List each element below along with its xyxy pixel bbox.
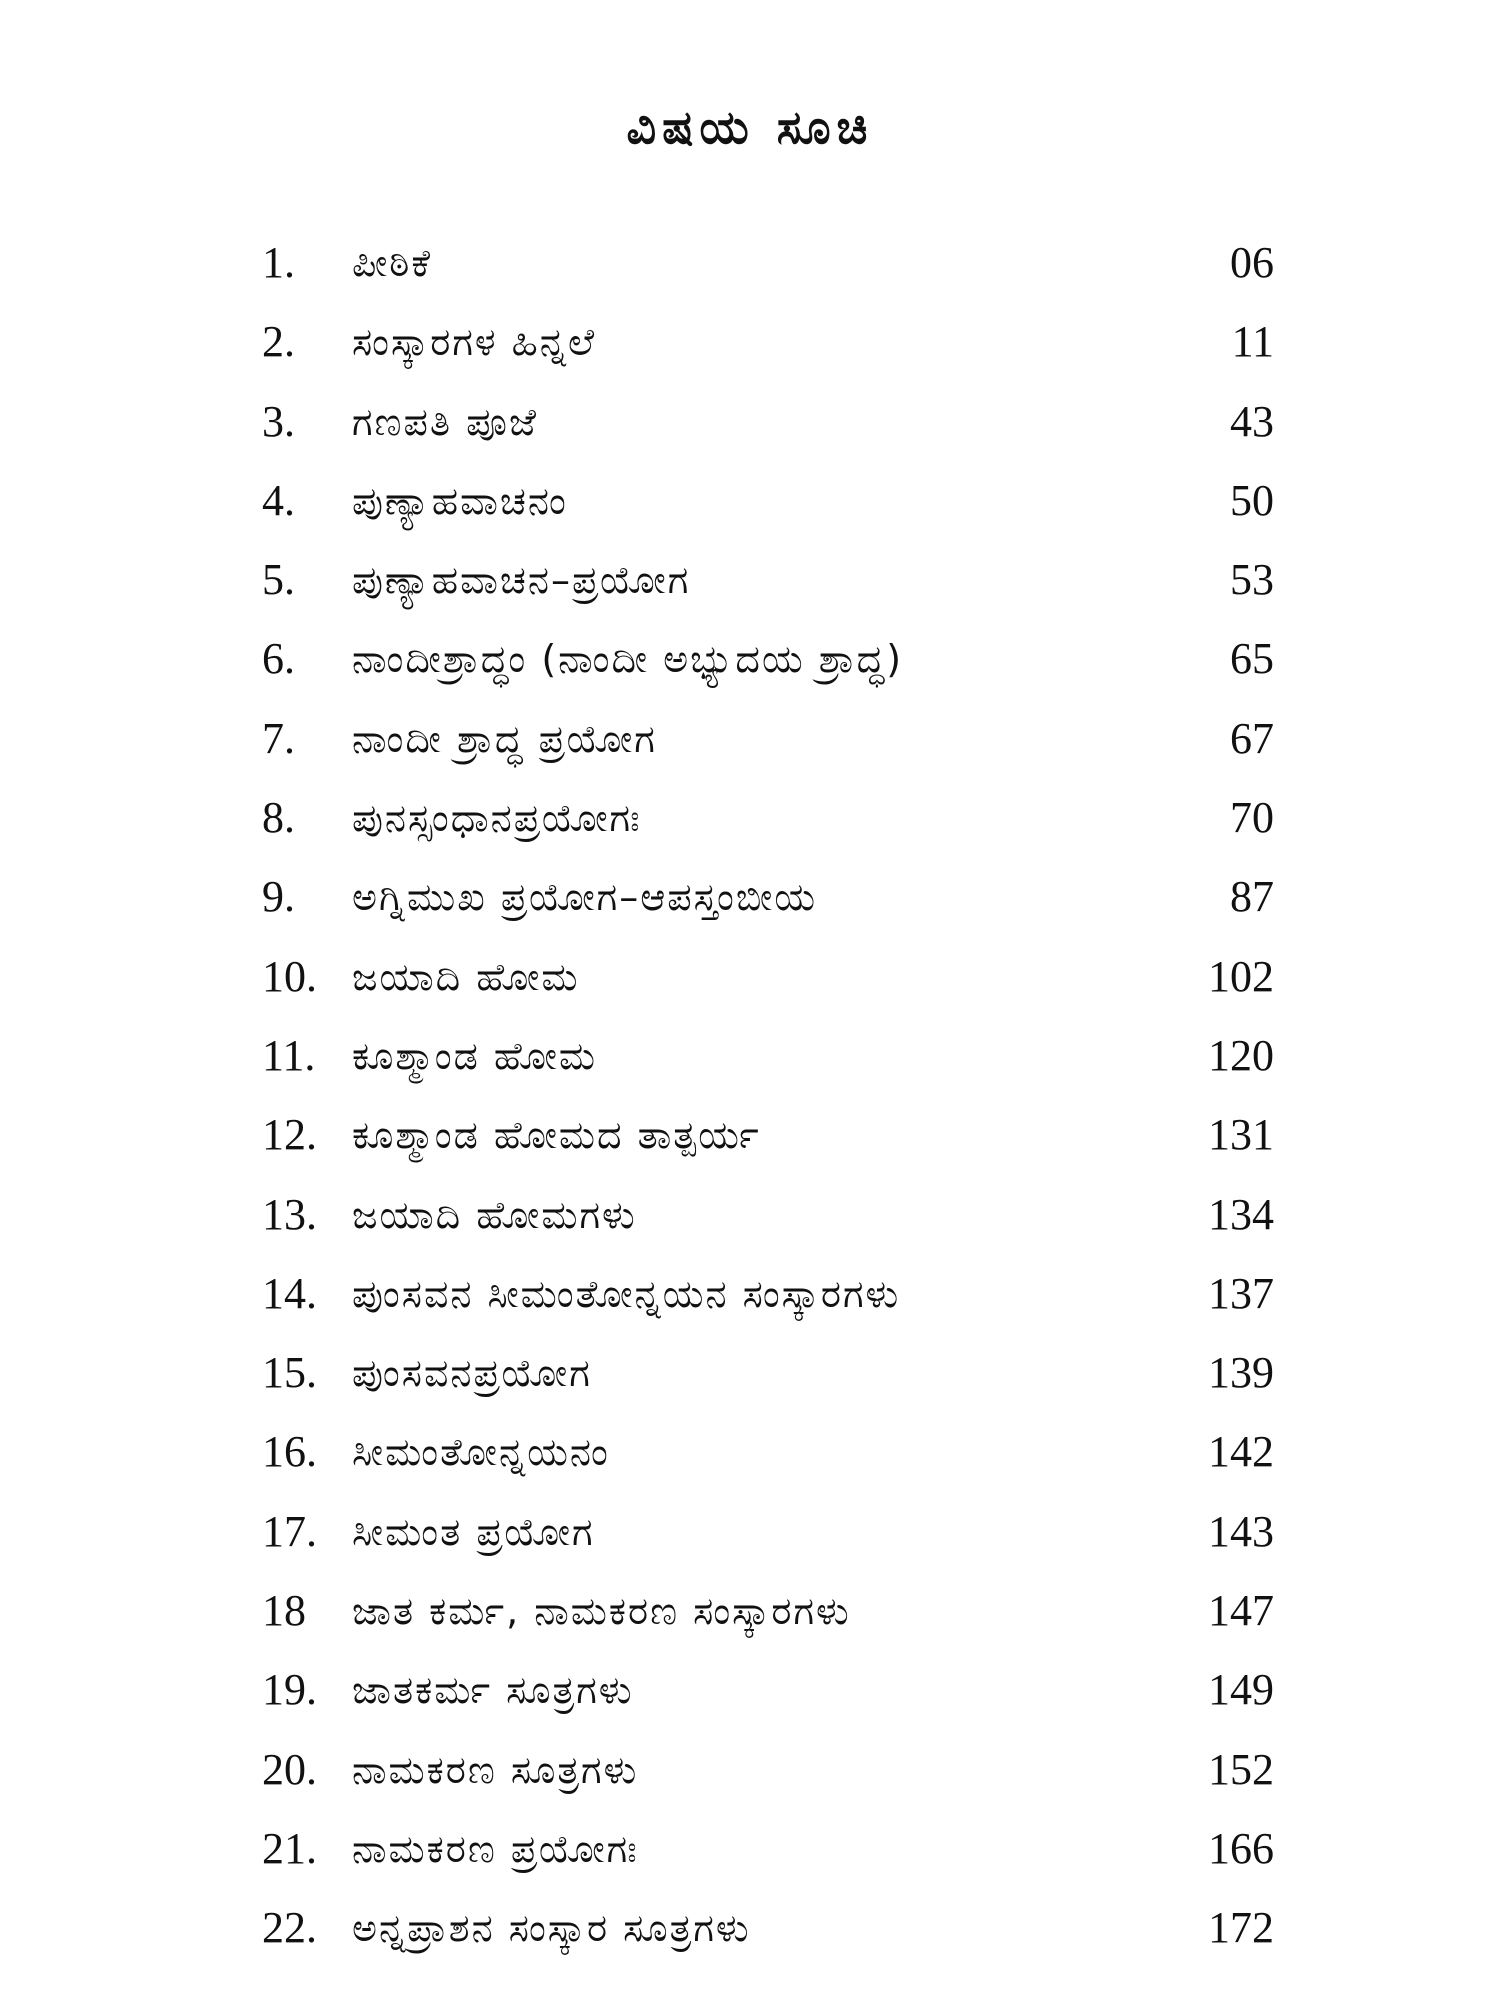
entry-title: ನಾಂದೀ ಶ್ರಾದ್ಧ ಪ್ರಯೋಗ [352,716,657,761]
entry-title: ಪುಣ್ಯಾಹವಾಚನಂ [352,478,568,523]
entry-title: ಸೀಮಂತೋನ್ನಯನಂ [352,1430,610,1475]
entry-number: 6. [262,634,295,684]
toc-entry [0,1894,1500,1973]
toc-entry [0,1577,1500,1656]
entry-title: ಅಗ್ನಿಮುಖ ಪ್ರಯೋಗ–ಆಪಸ್ತಂಬೀಯ [352,875,818,920]
entry-title: ಪುಣ್ಯಾಹವಾಚನ–ಪ್ರಯೋಗ [352,558,691,603]
entry-title: ನಾಂದೀಶ್ರಾದ್ಧಂ (ನಾಂದೀ ಅಭ್ಯುದಯ ಶ್ರಾದ್ಧ) [352,637,904,682]
entry-number: 20. [262,1744,317,1794]
entry-title: ಅನ್ನಪ್ರಾಶನ ಸಂಸ್ಕಾರ ಸೂತ್ರಗಳು [352,1906,751,1951]
entry-number: 18 [262,1586,306,1636]
entry-number: 22. [262,1903,317,1953]
entry-page-number: 131 [1208,1110,1274,1160]
toc-entry [0,705,1500,784]
toc-entry [0,1022,1500,1101]
entry-page-number: 139 [1208,1348,1274,1398]
entry-page-number: 87 [1230,872,1274,922]
entry-title: ಗಣಪತಿ ಪೂಜೆ [352,399,539,444]
entry-title: ಜಯಾದಿ ಹೋಮಗಳು [352,1192,637,1237]
entry-page-number: 137 [1208,1268,1274,1318]
toc-entry [0,784,1500,863]
entry-page-number: 70 [1230,793,1274,843]
entry-number: 7. [262,713,295,763]
entry-title: ಪುನಸ್ಸಂಧಾನಪ್ರಯೋಗಃ [352,796,642,841]
entry-number: 13. [262,1189,317,1239]
entry-number: 16. [262,1427,317,1477]
entry-page-number: 67 [1230,713,1274,763]
table-of-contents [0,229,1500,1974]
entry-page-number: 06 [1230,238,1274,287]
entry-page-number: 147 [1208,1586,1274,1636]
toc-entry [0,546,1500,625]
entry-title: ನಾಮಕರಣ ಪ್ರಯೋಗಃ [352,1826,639,1871]
entry-number: 8. [262,793,295,843]
entry-title: ಪುಂಸವನ ಸೀಮಂತೋನ್ನಯನ ಸಂಸ್ಕಾರಗಳು [352,1271,901,1316]
toc-entry [0,1418,1500,1497]
entry-number: 10. [262,951,317,1001]
entry-title: ಸಂಸ್ಕಾರಗಳ ಹಿನ್ನಲೆ [352,320,597,365]
toc-entry [0,388,1500,467]
entry-title: ಕೂಶ್ಮಾಂಡ ಹೋಮ [352,1033,598,1078]
toc-entry [0,863,1500,942]
entry-page-number: 149 [1208,1665,1274,1715]
entry-page-number: 120 [1208,1030,1274,1080]
entry-number: 19. [262,1665,317,1715]
toc-entry [0,1656,1500,1735]
entry-title: ನಾಮಕರಣ ಸೂತ್ರಗಳು [352,1747,639,1792]
toc-entry [0,1339,1500,1418]
entry-page-number: 102 [1208,951,1274,1001]
entry-title: ಜಾತಕರ್ಮ ಸೂತ್ರಗಳು [352,1668,634,1713]
toc-entry [0,1260,1500,1339]
entry-number: 11. [262,1030,316,1080]
entry-page-number: 166 [1208,1823,1274,1873]
entry-title: ಪುಂಸವನಪ್ರಯೋಗ [352,1351,592,1396]
toc-entry [0,943,1500,1022]
entry-number: 1. [262,238,295,287]
entry-title: ಕೂಶ್ಮಾಂಡ ಹೋಮದ ತಾತ್ಪರ್ಯ [352,1113,761,1158]
entry-page-number: 43 [1230,396,1274,446]
toc-entry [0,1181,1500,1260]
entry-title: ಸೀಮಂತ ಪ್ರಯೋಗ [352,1509,595,1554]
entry-page-number: 134 [1208,1189,1274,1239]
entry-number: 9. [262,872,295,922]
entry-title: ಪೀಠಿಕೆ [352,241,432,285]
entry-page-number: 50 [1230,475,1274,525]
toc-entry [0,625,1500,704]
toc-entry [0,1736,1500,1815]
entry-number: 4. [262,475,295,525]
page-title: ವಿಷಯ ಸೂಚಿ [626,100,874,154]
entry-page-number: 11 [1231,317,1274,367]
entry-number: 21. [262,1823,317,1873]
entry-number: 3. [262,396,295,446]
entry-number: 17. [262,1506,317,1556]
entry-page-number: 65 [1230,634,1274,684]
entry-number: 15. [262,1348,317,1398]
entry-page-number: 152 [1208,1744,1274,1794]
toc-entry [0,229,1500,308]
toc-entry [0,1498,1500,1577]
entry-page-number: 172 [1208,1903,1274,1953]
entry-number: 14. [262,1268,317,1318]
entry-number: 12. [262,1110,317,1160]
toc-entry [0,1815,1500,1894]
toc-entry [0,1101,1500,1180]
entry-title: ಜಯಾದಿ ಹೋಮ [352,954,580,999]
entry-title: ಜಾತ ಕರ್ಮ, ನಾಮಕರಣ ಸಂಸ್ಕಾರಗಳು [352,1589,851,1634]
entry-number: 5. [262,555,295,605]
toc-entry [0,467,1500,546]
toc-entry [0,308,1500,387]
entry-number: 2. [262,317,295,367]
entry-page-number: 143 [1208,1506,1274,1556]
entry-page-number: 142 [1208,1427,1274,1477]
entry-page-number: 53 [1230,555,1274,605]
